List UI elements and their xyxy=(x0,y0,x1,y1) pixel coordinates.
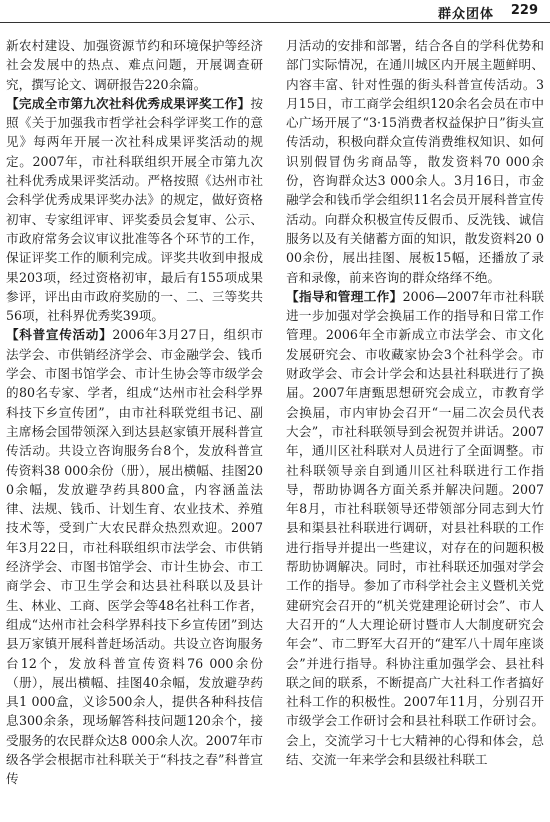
right-column xyxy=(286,36,544,769)
body-awards: 按照《关于加强我市哲学社会科学评奖工作的意见》每两年开展一次社科成果评奖活动的规定。2007年，市社科联组织开展全市第九次社科优秀成果评奖活动。严格按照《达州市社会科学优秀成果评奖办法》的规定，做好资格初审、专家组评审、评奖委员会复审、公示、市政府常务会议审议批准等各个环节的工作，保证评奖工作的顺利完成。评奖共收到申报成果203项，经过资格初审，最后有155项成果参评，评出由市政府奖励的一、二、三等奖共56项，社科界优秀奖39项。 xyxy=(6,95,263,324)
header-rule xyxy=(0,22,550,23)
paragraph-awards xyxy=(6,94,263,326)
running-header xyxy=(0,0,550,26)
section-title: 群众团体 xyxy=(437,7,494,22)
body-science-promo: 2006年3月27日，组织市法学会、市供销经济学会、市金融学会、钱币学会、市图书馆学会、市计生协会等市级学会的80名专家、学者，组成“达州市社会科学界科技下乡宣传团”，由市社科联党组书记、副主席杨会国带领深入到达县赵家镇开展科普宣传活动。共设立咨询服务台8个，发放科普宣传资料38 000余份（册），展出横幅、挂图200余幅，发放避孕药具800盒，内容涵盖法律、法规、钱币、计划生育、农业技术、养殖技术等，受到广大农民群众热烈欢迎。2007年3月22日，市社科联组织市法学会、市供销经济学会、市图书馆学会、市计生协会、市工商学会、市卫生学会和达县社科联以及县计生、林业、工商、医学会等48名社科工作者，组成“达州市社会科学界科技下乡宣传团”到达县万家镇开展科普赶场活动。共设立咨询服务台12个，发放科普宣传资料76 000余份（册），展出横幅、挂图40余幅，发放避孕药具1 000盒，义诊500余人，提供各种科技信息300余条，现场解答科技问题120余个，接受服务的农民群众达8 000余人次。2007年市级各学会根据市社科联关于“科技之春”科普宣传 xyxy=(6,327,264,787)
paragraph-research: 新农村建设、加强资源节约和环境保护等经济社会发展中的热点、难点问题，开展调查研究，撰写论文、调研报告220余篇。 xyxy=(6,38,263,92)
page-number: 229 xyxy=(510,3,538,18)
heading-science-promo: 【科普宣传活动】 xyxy=(6,327,113,343)
body-guidance: 2006—2007年市社科联进一步加强对学会换届工作的指导和日常工作管理。2006年全市新成立市法学会、市文化发展研究会、市收藏家协会3个社科学会。市财政学会、市会计学会和达县社科联进行了换届。2007年唐甄思想研究会成立，市教育学会换届，市内审协会召开“一届二次会员代表大会”，市社科联领导到会祝贺并讲话。2007年，通川区社科联对人员进行了全面调整。市社科联领导亲自到通川区社科联进行工作指导，帮助协调各方面关系并解决问题。2007年8月，市社科联领导还带领部分同志到大竹县和渠县社科联进行调研，对县社科联的工作进行指导并提出一些建议，对存在的问题积极帮助协调解决。同时，市社科联还加强对学会工作的指导。参加了市科学社会主义暨机关党建研究会召开的“机关党建理论研讨会”、市人大召开的“人大理论研讨暨市人大制度研究会年会”、市二野军大召开的“建军八十周年座谈会”并进行指导。科协注重加强学会、县社科联之间的联系，不断提高广大社科工作者搞好社科工作的积极性。2007年11月，分别召开市级学会工作研讨会和县社科联工作研讨会。会上，交流学习十七大精神的心得和体会，总结、交流一年来学会和县级社科联工 xyxy=(286,288,545,767)
left-column xyxy=(6,36,263,789)
paragraph-science-promo xyxy=(6,325,263,788)
paragraph-campaign: 月活动的安排和部署，结合各自的学科优势和部门实际情况，在通川城区内开展主题鲜明、内容丰富、针对性强的街头科普宣传活动。3月15日，市工商学会组织120余名会员在市中心广场开展了“3·15消费者权益保护日”街头宣传活动，积极向群众宣传消费维权知识、如何识别假冒伪劣商品等，散发资料70 000余份，咨询群众达3 000余人。3月16日，市金融学会和钱币学会组织11名会员开展科普宣传活动。向群众积极宣传反假币、反洗钱、诚信服务以及有关储蓄方面的知识，散发资料20 000余份，展出挂图、展板15幅，还播放了录音和录像，前来咨询的群众络绎不绝。 xyxy=(286,38,544,285)
heading-guidance: 【指导和管理工作】 xyxy=(286,288,403,304)
paragraph-guidance xyxy=(286,287,544,769)
heading-awards: 【完成全市第九次社科优秀成果评奖工作】 xyxy=(6,95,251,111)
